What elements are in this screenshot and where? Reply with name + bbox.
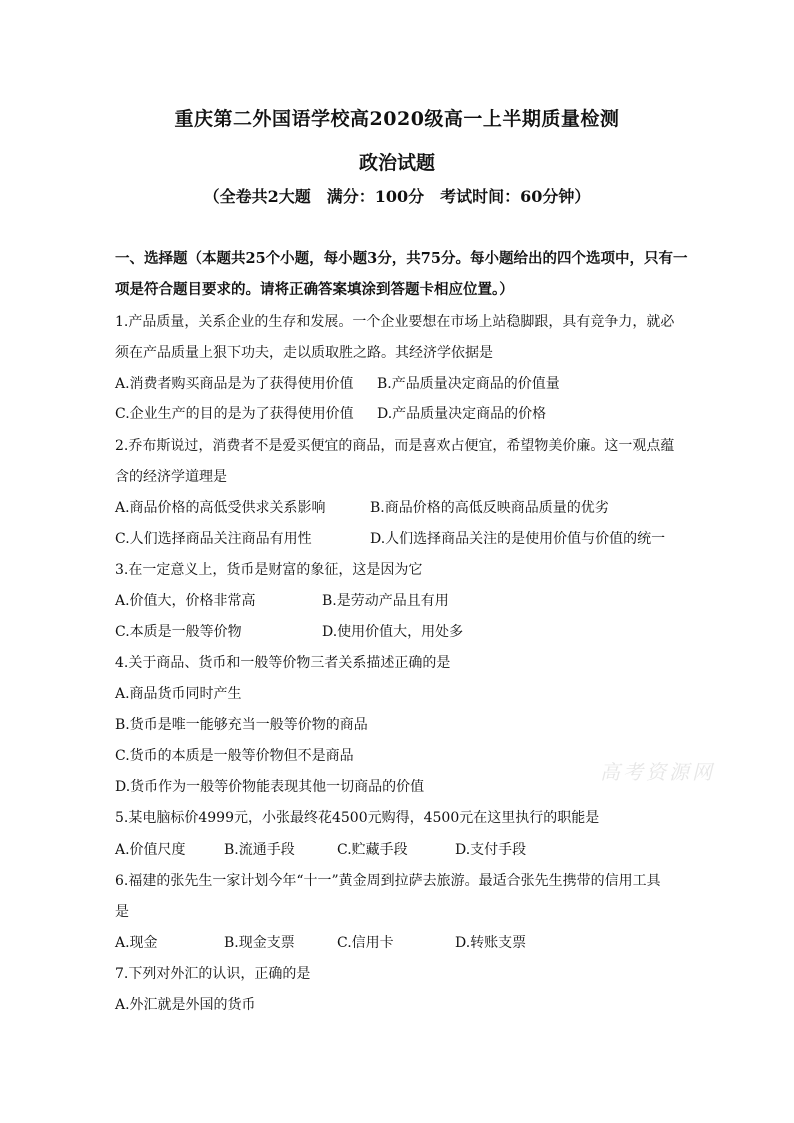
question-4-option-b: B.货币是唯一能够充当一般等价物的商品 [115, 717, 368, 733]
exam-info: （全卷共2大题 满分：100分 考试时间：60分钟） [203, 187, 591, 206]
question-7-stem: 7.下列对外汇的认识，正确的是 [115, 966, 311, 982]
question-5-option-a: A.价值尺度 [115, 842, 186, 858]
question-6-stem-line-1: 6.福建的张先生一家计划今年“十一”黄金周到拉萨去旅游。最适合张先生携带的信用工具 [115, 873, 661, 889]
question-6-option-b: B.现金支票 [224, 935, 295, 951]
question-4-option-c: C.货币的本质是一般等价物但不是商品 [115, 748, 354, 764]
question-3-option-d: D.使用价值大，用处多 [322, 624, 464, 640]
question-3-option-a: A.价值大，价格非常高 [115, 593, 256, 609]
question-2-stem-line-2: 含的经济学道理是 [115, 469, 227, 485]
question-6-option-c: C.信用卡 [337, 935, 394, 951]
question-1-stem-line-1: 1.产品质量，关系企业的生存和发展。一个企业要想在市场上站稳脚跟，具有竞争力，就必 [115, 314, 675, 330]
question-4-option-d: D.货币作为一般等价物能表现其他一切商品的价值 [115, 779, 425, 795]
question-2-stem-line-1: 2.乔布斯说过，消费者不是爱买便宜的商品，而是喜欢占便宜，希望物美价廉。这一观点蕴 [115, 438, 675, 454]
exam-title: 重庆第二外国语学校高2020级高一上半期质量检测 [174, 108, 620, 130]
question-1-option-d: D.产品质量决定商品的价格 [377, 406, 547, 422]
subject-title: 政治试题 [358, 152, 435, 174]
question-3-option-b: B.是劳动产品且有用 [322, 593, 449, 609]
question-3-option-c: C.本质是一般等价物 [115, 624, 242, 640]
question-5-option-b: B.流通手段 [224, 842, 295, 858]
question-2-option-d: D.人们选择商品关注的是使用价值与价值的统一 [370, 531, 666, 547]
question-6-option-a: A.现金 [115, 935, 158, 951]
question-6-stem-line-2: 是 [115, 904, 129, 920]
question-3-stem: 3.在一定意义上，货币是财富的象征，这是因为它 [115, 562, 423, 578]
question-7-option-a: A.外汇就是外国的货币 [115, 997, 256, 1013]
question-5-option-c: C.贮藏手段 [337, 842, 408, 858]
question-2-option-b: B.商品价格的高低反映商品质量的优劣 [370, 500, 609, 516]
question-1-stem-line-2: 须在产品质量上狠下功夫，走以质取胜之路。其经济学依据是 [115, 345, 493, 361]
question-1-option-a: A.消费者购买商品是为了获得使用价值 [115, 376, 354, 392]
question-1-option-b: B.产品质量决定商品的价值量 [377, 376, 560, 392]
question-2-option-c: C.人们选择商品关注商品有用性 [115, 531, 312, 547]
question-5-stem: 5.某电脑标价4999元，小张最终花4500元购得，4500元在这里执行的职能是 [115, 810, 600, 826]
question-6-option-d: D.转账支票 [455, 935, 527, 951]
question-1-option-c: C.企业生产的目的是为了获得使用价值 [115, 406, 354, 422]
watermark: 高考资源网 [600, 760, 715, 784]
section-heading-line-1: 一、选择题（本题共25个小题，每小题3分，共75分。每小题给出的四个选项中，只有一 [115, 250, 688, 267]
question-5-option-d: D.支付手段 [455, 842, 527, 858]
question-4-option-a: A.商品货币同时产生 [115, 686, 242, 702]
question-4-stem: 4.关于商品、货币和一般等价物三者关系描述正确的是 [115, 655, 451, 671]
question-2-option-a: A.商品价格的高低受供求关系影响 [115, 500, 326, 516]
section-heading-line-2: 项是符合题目要求的。请将正确答案填涂到答题卡相应位置。） [115, 281, 514, 298]
